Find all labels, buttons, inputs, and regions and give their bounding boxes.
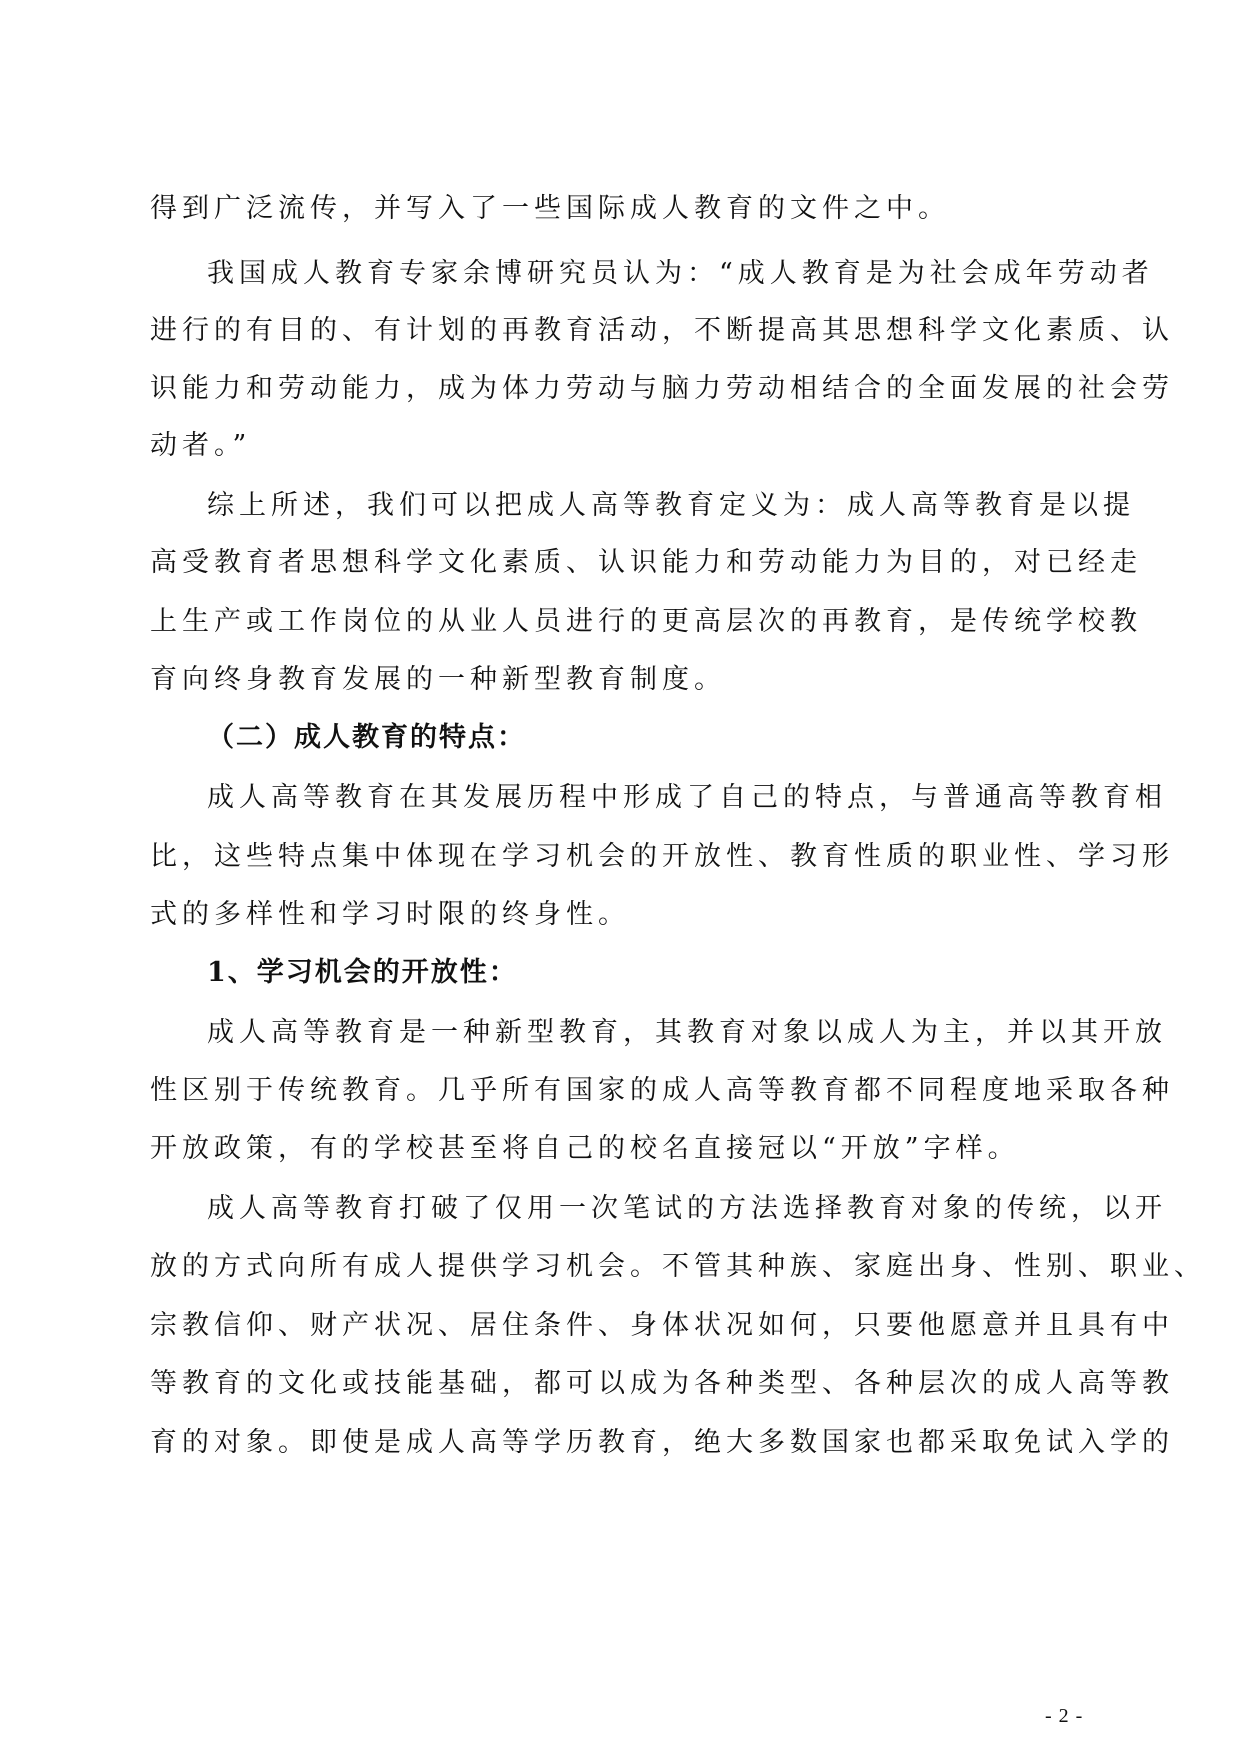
text-line: 宗教信仰、财产状况、居住条件、身体状况如何，只要他愿意并且具有中 bbox=[150, 1310, 1174, 1341]
text-line: 开放政策，有的学校甚至将自己的校名直接冠以“开放”字样。 bbox=[150, 1133, 1020, 1164]
text-line: 比，这些特点集中体现在学习机会的开放性、教育性质的职业性、学习形 bbox=[150, 841, 1174, 872]
text-line: 性区别于传统教育。几乎所有国家的成人高等教育都不同程度地采取各种 bbox=[150, 1075, 1174, 1106]
text-line: 动者。” bbox=[150, 430, 252, 461]
text-line: 式的多样性和学习时限的终身性。 bbox=[150, 899, 630, 930]
text-line: 育的对象。即使是成人高等学历教育，绝大多数国家也都采取免试入学的 bbox=[150, 1427, 1174, 1458]
text-line: 放的方式向所有成人提供学习机会。不管其种族、家庭出身、性别、职业、 bbox=[150, 1251, 1206, 1282]
text-line: 得到广泛流传，并写入了一些国际成人教育的文件之中。 bbox=[150, 193, 950, 224]
text-line: 等教育的文化或技能基础，都可以成为各种类型、各种层次的成人高等教 bbox=[150, 1368, 1174, 1399]
paragraph-start: 综上所述，我们可以把成人高等教育定义为：成人高等教育是以提 bbox=[207, 490, 1135, 521]
text-line: 上生产或工作岗位的从业人员进行的更高层次的再教育，是传统学校教 bbox=[150, 606, 1142, 637]
section-heading: （二）成人教育的特点： bbox=[207, 722, 526, 753]
paragraph-start: 我国成人教育专家余博研究员认为：“成人教育是为社会成年劳动者 bbox=[207, 258, 1154, 289]
page-number: - 2 - bbox=[1045, 1705, 1084, 1727]
paragraph-start: 成人高等教育打破了仅用一次笔试的方法选择教育对象的传统，以开 bbox=[207, 1193, 1167, 1224]
text-line: 育向终身教育发展的一种新型教育制度。 bbox=[150, 664, 726, 695]
subsection-heading: 1、学习机会的开放性： bbox=[207, 957, 518, 988]
text-line: 高受教育者思想科学文化素质、认识能力和劳动能力为目的，对已经走 bbox=[150, 547, 1142, 578]
paragraph-start: 成人高等教育是一种新型教育，其教育对象以成人为主，并以其开放 bbox=[207, 1017, 1167, 1048]
text-line: 识能力和劳动能力，成为体力劳动与脑力劳动相结合的全面发展的社会劳 bbox=[150, 373, 1174, 404]
paragraph-start: 成人高等教育在其发展历程中形成了自己的特点，与普通高等教育相 bbox=[207, 782, 1167, 813]
text-line: 进行的有目的、有计划的再教育活动，不断提高其思想科学文化素质、认 bbox=[150, 315, 1174, 346]
